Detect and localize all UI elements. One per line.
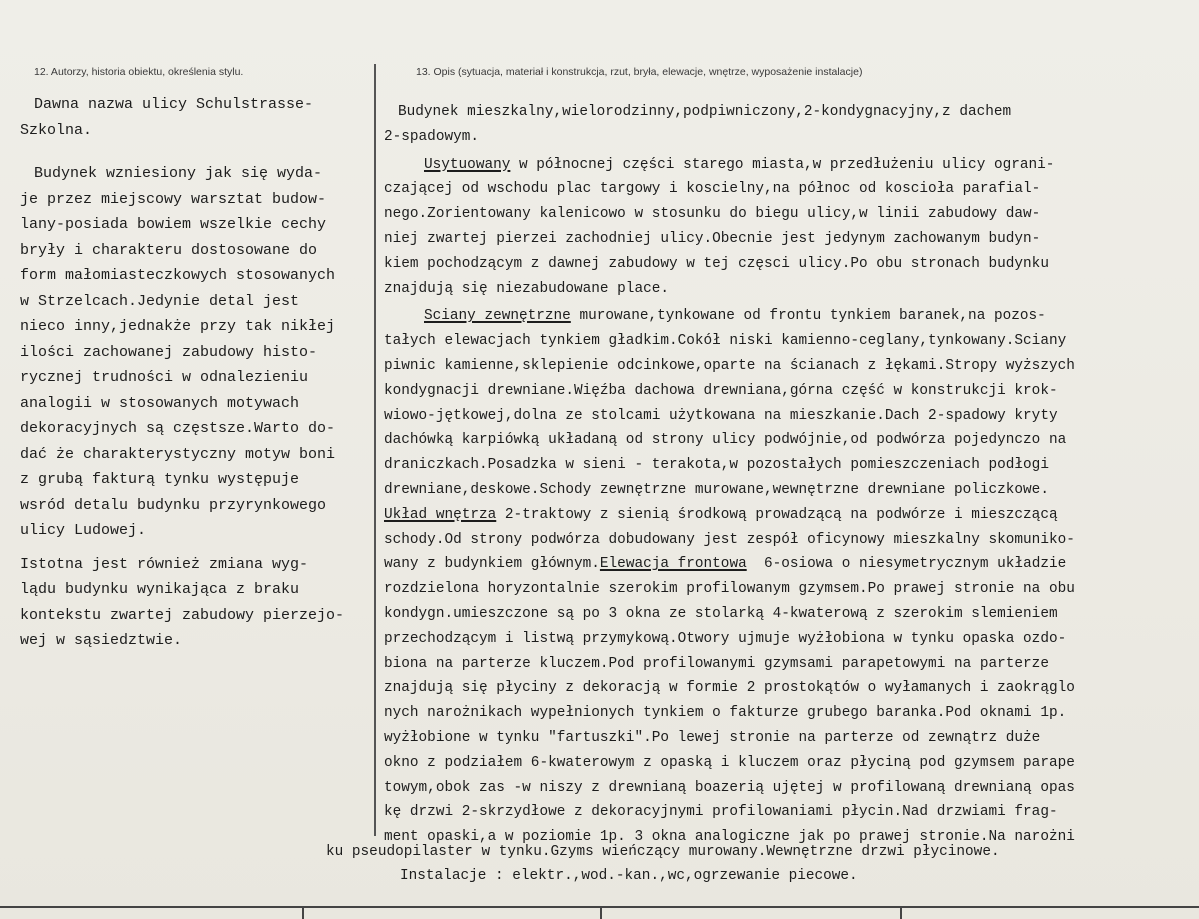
description-column [384,100,1194,850]
text-line: bryły i charakteru dostosowane do [20,241,318,259]
text-line: kontekstu zwartej zabudowy pierzejo- [20,606,345,624]
text-line: Dawna nazwa ulicy Schulstrasse- [34,96,314,113]
text-line: z grubą fakturą tynku występuje [20,471,300,488]
text-line: nego.Zorientowany kalenicowo w stosunku do biegu ulicy,w linii zabudowy daw- [384,206,1041,223]
text-line: nieco inny,jednakże przy tak nikłej [20,318,336,335]
text-line: form małomiasteczkowych stosowanych [20,267,336,284]
text-line: nych narożnikach wypełnionych tynkiem o fakturze grubego baranka.Pod oknami 1p. [384,705,1067,722]
paragraph [20,161,374,544]
text-line: wej w sąsiedztwie. [20,632,183,649]
text-line: draniczkach.Posadzka w sieni - terakota,w pozostałych pomieszczeniach podłogi [384,457,1049,474]
text-line: czającej od wschodu plac targowy i koscielny,na północ od koscioła parafial- [384,181,1041,198]
text-line: niej zwartej pierzei zachodniej ulicy.Obecnie jest jedynym zachowanym budyn- [384,230,1041,247]
paragraph [20,92,374,143]
label-usytuowany: Usytuowany [424,156,511,173]
text-line: Szkolna. [20,121,93,139]
text-line: lądu budynku wynikająca z braku [20,581,300,598]
text-line: lany-posiada bowiem wszelkie cechy [20,216,327,233]
text-line: tałych elewacjach tynkiem gładkim.Cokół niski kamienno-ceglany,tynkowany.Sciany [384,333,1067,350]
text-line: ku pseudopilaster w tynku.Gzyms wieńczący murowany.Wewnętrzne drzwi płycinowe. [326,844,1000,860]
table-divider [302,906,304,919]
text-line: Budynek wzniesiony jak się wyda- [34,165,323,182]
text-line: wiowo-jętkowej,dolna ze stolcami użytkowana na mieszkanie.Dach 2-spadowy kryty [384,407,1058,424]
text-line: Usytuowany w północnej części starego miasta,w przedłużeniu ulicy ograni- [424,156,1055,173]
section-13-header: 13. Opis (sytuacja, materiał i konstrukcja, rzut, bryła, elewacje, wnętrze, wyposażenie instalacje) [416,66,863,78]
table-divider [900,906,902,919]
text-line: schody.Od strony podwórza dobudowany jest zespół oficynowy mieszkalny skomuniko- [384,531,1075,548]
section-12-header: 12. Autorzy, historia obiektu, określenia stylu. [34,66,244,78]
text-line: Sciany zewnętrzne murowane,tynkowane od frontu tynkiem baranek,na pozos- [424,308,1046,325]
text-line: 2-spadowym. [384,128,479,145]
label-elewacja-frontowa: Elewacja frontowa [599,556,747,573]
text-line: analogii w stosowanych motywach [20,394,300,412]
text-line: biona na parterze kluczem.Pod profilowanymi gzymsami parapetowymi na parterze [384,655,1049,672]
text-line: drewniane,deskowe.Schody zewnętrzne murowane,wewnętrzne drewniane policzkowe. [384,481,1049,498]
text-line: kiem pochodzącym z dawnej zabudowy w tej częsci ulicy.Po obu stronach budynku [384,255,1049,272]
text-line: przechodzącym i listwą przymykową.Otwory ujmuje wyżłobiona w tynku opaska ozdo- [384,630,1067,647]
installations-line: Instalacje : elektr.,wod.-kan.,wc,ogrzewanie piecowe. [400,868,858,884]
text-line: wyżłobione w tynku "fartuszki".Po lewej stronie na parterze od zewnątrz duże [384,729,1041,746]
text-line: dać że charakterystyczny motyw boni [20,445,336,463]
text-line: Budynek mieszkalny,wielorodzinny,podpiwniczony,2-kondygnacyjny,z dachem [398,104,1012,120]
text-line: Istotna jest również zmiana wyg- [20,555,309,573]
label-sciany-zewnetrzne: Sciany zewnętrzne [424,308,571,325]
text-line: ilości zachowanej zabudowy histo- [20,343,318,361]
text-line: okno z podziałem 6-kwaterowym z opaską i kluczem oraz płyciną pod gzymsem parape [384,754,1075,771]
text-line: dekoracyjnych są częstsze.Warto do- [20,420,336,437]
label-uklad-wnetrza: Układ wnętrza [384,506,497,523]
closing-lines [326,840,1186,888]
text-line: wsród detalu budynku przyrynkowego [20,496,327,514]
paragraph [20,552,374,654]
history-column [20,92,374,654]
text-line: je przez miejscowy warsztat budow- [20,190,327,208]
text-line: wany z budynkiem głównym.Elewacja frontowa 6-osiowa o niesymetrycznym układzie [384,556,1067,573]
text-line: kondygnacji drewniane.Więźba dachowa drewniana,górna część w konstrukcji krok- [384,382,1058,399]
text-line: rycznej trudności w odnalezieniu [20,369,309,386]
text-line: kę drzwi 2-skrzydłowe z dekoracyjnymi profilowaniami płycin.Nad drzwiami frag- [384,804,1058,821]
text-line: ulicy Ludowej. [20,522,147,539]
text-line: rozdzielona horyzontalnie szerokim profilowanym gzymsem.Po prawej stronie na obu [384,581,1075,598]
text-line: piwnic kamienne,sklepienie odcinkowe,oparte na ścianach z łękami.Stropy wyższych [384,357,1075,374]
text-line: znajdują się płyciny z dekoracją w formie 2 prostokątów o wyłamanych i zaokrąglo [384,680,1075,697]
text-line: Układ wnętrza 2-traktowy z sienią środkową prowadzącą na podwórze i mieszczącą [384,506,1058,523]
text-line: znajdują się niezabudowane place. [384,280,669,297]
text-line: towym,obok zas -w niszy z drewnianą boazerią ujętej w profilowaną drewnianą opas [384,779,1075,796]
text-line: kondygn.umieszczone są po 3 okna ze stolarką 4-kwaterową z szerokim slemieniem [384,605,1058,622]
table-divider [600,906,602,919]
text-line: w Strzelcach.Jedynie detal jest [20,292,300,310]
text-line: dachówką karpiówką układaną od strony ulicy podwójnie,od podwórza pojedynczo na [384,432,1067,449]
column-divider [374,64,376,836]
text-line: ment opaski,a w poziomie 1p. 3 okna analogiczne jak po prawej stronie.Na narożni [384,829,1075,846]
